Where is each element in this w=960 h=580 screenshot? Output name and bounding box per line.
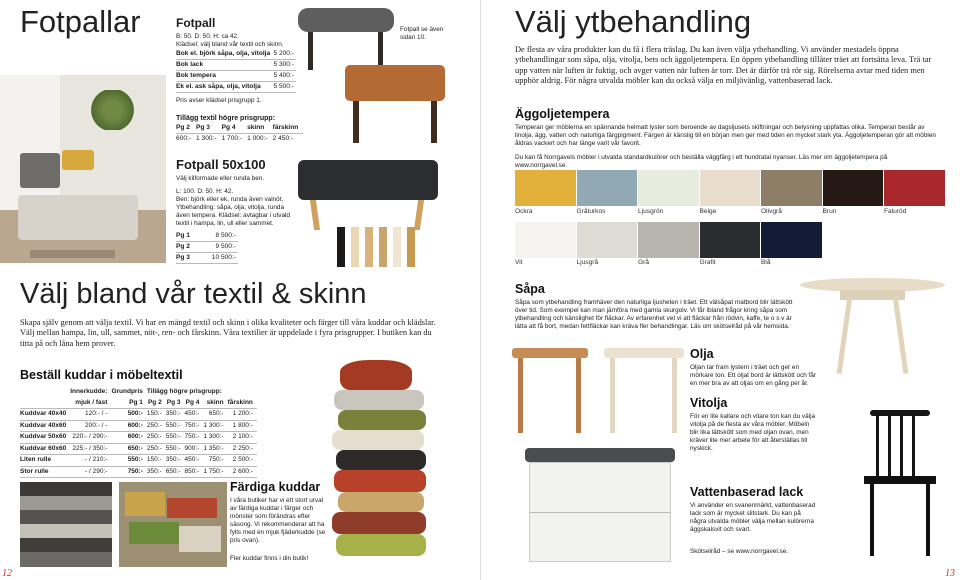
table-cell: 350:- <box>166 409 185 421</box>
col-header: Pg 4 <box>221 124 236 131</box>
col-header: skinn <box>206 398 224 406</box>
color-swatch-beige <box>700 170 761 206</box>
chair-spindle <box>888 416 891 476</box>
right-main-title: Välj ytbehandling <box>515 4 752 39</box>
table-cell: 1 350:- <box>203 443 227 455</box>
aggolje-heading: Äggoljetempera <box>515 107 610 121</box>
cushion-stack-photo <box>330 360 430 572</box>
table-cell: - / 210:- <box>70 455 111 467</box>
table-cell: 150:- <box>147 409 166 421</box>
color-swatch-grå <box>638 222 699 258</box>
table-cell: 2 250:- <box>228 443 257 455</box>
table-cell: 2 600:- <box>228 466 257 478</box>
table-cell: 450:- <box>185 409 204 421</box>
price-row <box>176 242 238 253</box>
vattenbaserad-footer: Skötselråd – se www.norrgavel.se. <box>690 548 789 555</box>
col-value: 600:- <box>176 135 192 142</box>
swatch-label: Grafit <box>699 259 716 266</box>
price-value: 10 500:- <box>199 253 238 264</box>
sheepskin-seat <box>298 8 394 32</box>
price-value: 5 300:- <box>273 60 296 71</box>
textile-fold <box>20 510 112 524</box>
color-swatch-ljusgrön <box>638 170 699 206</box>
vattenbaserad-block <box>690 485 818 556</box>
col-value: 1 000:- <box>247 135 268 142</box>
fotpall-note: Pris avser klädsel prisgrupp 1. <box>176 97 262 104</box>
textil-heading: Välj bland vår textil & skinn <box>20 278 367 310</box>
col-header: Pg 3 <box>166 398 181 406</box>
price-value: 8 500:- <box>199 231 238 242</box>
swatch-label: Beige <box>699 208 717 215</box>
table-row <box>20 420 257 432</box>
vitolja-block <box>690 396 818 453</box>
olja-body: Oljan tar fram lystern i träet och ger en mörkare ton. Ett oljat bord är lättskött och får en mer bra av att oljas om en gång per år. <box>690 364 817 387</box>
col-header: Pg 1 <box>129 398 143 406</box>
folded-textiles-photo <box>20 482 112 567</box>
table-cell: 550:- <box>166 432 185 444</box>
price-value: 5 500:- <box>273 82 296 93</box>
fotpall50-heading: Fotpall 50x100 <box>176 157 266 172</box>
col-value: 2 450:- <box>272 135 294 142</box>
leg-sample <box>379 227 387 267</box>
living-room-photo <box>0 75 166 263</box>
table-cell: 550:- <box>166 443 185 455</box>
col-header: Pg 2 <box>147 398 162 406</box>
price-value: 5 200:- <box>273 49 296 60</box>
price-label: Pg 2 <box>176 242 199 253</box>
oiled-stool-seat <box>512 348 588 358</box>
color-swatch-vit <box>515 222 576 258</box>
kuddar-table <box>20 387 257 478</box>
stool-leg <box>672 358 677 433</box>
fotpall-heading: Fotpall <box>176 16 216 30</box>
col-header: mjuk / fast <box>75 398 108 406</box>
swatch-label: Ljusgrön <box>638 208 664 215</box>
cushion <box>336 534 426 556</box>
fotpall50-desc: Ben: björk eller ek, runda även valnöt. Ytbehandling: såpa, olja, vitolja, runda även tempera. Klädsel: avtagbar i utvald textil i hampa, lin, ull eller sammet. <box>176 196 291 227</box>
fotpall50-price-table <box>176 231 238 264</box>
textile-fold <box>20 482 112 496</box>
price-value: 9 500:- <box>199 242 238 253</box>
chair-leg <box>870 484 874 556</box>
table-cell: 350:- <box>166 455 185 467</box>
color-swatch-ljusgrå <box>577 222 638 258</box>
leg-sample <box>393 227 401 267</box>
table-cell: 600:- <box>111 432 146 444</box>
fabric-green <box>129 522 179 544</box>
swatch-label: Ljusgrå <box>576 259 599 266</box>
right-intro: De flesta av våra produkter kan du få i flera träslag. Du kan även välja ytbehandling. Vi använder mestadels öppna ytbehandlingar som såpa, olja, vitolja, bets och äggoljetempera. En öppen ytbehandling tillåter träet att fortsätta leva. Trä tar upp vatten när luften är fuktig, och avger vatten när luften är torr. Det är därför trä rör sig. Rörelserna avtar med tiden men upphör aldrig. För några utvalda möbler kan du också välja en miljövänlig, vattenbaserad lack. <box>515 45 932 86</box>
fabric-red <box>167 498 217 518</box>
table-cell: 750:- <box>185 420 204 432</box>
col-header: Pg 3 <box>196 124 210 131</box>
swatch-label: Brun <box>822 208 837 215</box>
cushion <box>338 410 426 430</box>
plant-leaves <box>90 90 135 130</box>
table-row <box>20 443 257 455</box>
fardiga-body: I våra butiker har vi ett stort urval av färdiga kuddar i färger och mönster som förändras efter säsong. Vi rekommenderar att ha fylls med en mjuk fjäderkudde (se pris ovan). <box>230 497 326 544</box>
table-cell: 550:- <box>111 455 146 467</box>
leg-samples-photo <box>337 227 417 269</box>
table-cell: 750:- <box>203 455 227 467</box>
fardiga-footer: Fler kuddar finns i din butik! <box>230 555 309 562</box>
fotpall-see-also: Fotpall se även sidan 10. <box>400 26 444 41</box>
white-stool-seat <box>604 348 684 358</box>
tillagg-heading: Tillägg textil högre prisgrupp: <box>176 115 276 122</box>
color-swatch-blå <box>761 222 822 258</box>
table-cell: Kuddvar 40x40 <box>20 409 70 421</box>
table-row <box>20 432 257 444</box>
chair-leg <box>926 484 930 556</box>
table-cell: 2 500:- <box>228 455 257 467</box>
textil-body: Skapa själv genom att välja textil. Vi har en mängd textil och skinn i olika kvaliteter och färger till våra kuddar och klädslar. Välj mellan hampa, lin, ull, sammet, nöt-, ren- och fårskinn. Våra textilier är uppdelade i fyra prisgrupper. I butiken kan du titta på och låna hem prover. <box>20 318 436 348</box>
stool-leg <box>308 32 313 70</box>
color-swatch-brun <box>823 170 884 206</box>
table-row <box>20 409 257 421</box>
page-gutter <box>480 0 481 580</box>
leather-stool-photo <box>345 65 450 145</box>
table-cell: 250:- <box>147 443 166 455</box>
tillagg-value-row <box>176 134 303 145</box>
table-cell: 200:- / - <box>70 420 111 432</box>
fardiga-block <box>230 480 328 563</box>
olja-heading: Olja <box>690 347 714 361</box>
fardiga-heading: Färdiga kuddar <box>230 480 321 494</box>
cushion <box>332 430 424 450</box>
price-label: Bok el. björk såpa, olja, vitolja <box>176 49 273 60</box>
cushion <box>340 360 412 390</box>
table-cell: 220:- / 290:- <box>70 432 111 444</box>
table-row <box>20 455 257 467</box>
leg-sample <box>407 227 415 267</box>
table-cell: 450:- <box>185 455 204 467</box>
fotpall50-block <box>176 157 291 264</box>
color-swatch-olivgrå <box>761 170 822 206</box>
col-header <box>20 398 70 409</box>
sofa-shape <box>18 195 138 240</box>
stools-photo <box>512 348 687 433</box>
aggolje-note: Du kan få Norrgavels möbler i utvalda standardkulörer och beställa väggfärg i ett hundratal nyanser. Läs mer om äggoljetempera på www.norrgavel.se. <box>515 154 888 169</box>
table-row <box>20 466 257 478</box>
swatch-label: Grå <box>638 259 649 266</box>
tillagg-block <box>176 114 311 144</box>
price-label: Bok tempera <box>176 71 273 82</box>
drawer-divider <box>529 512 671 513</box>
table-cell: 250:- <box>147 420 166 432</box>
vitolja-heading: Vitolja <box>690 396 728 410</box>
table-cell: 650:- <box>166 466 185 478</box>
swatch-label: Olivgrå <box>761 208 782 215</box>
cushion <box>334 470 426 492</box>
table-cell: 650:- <box>111 443 146 455</box>
stool-leg <box>353 101 359 143</box>
price-row <box>176 253 238 264</box>
table-leg <box>893 296 909 374</box>
black-chair-photo <box>860 410 940 560</box>
table-cell: Kuddvar 40x60 <box>20 420 70 432</box>
grey-cushion <box>20 153 60 188</box>
swatch-label: Ockra <box>515 208 533 215</box>
round-table-photo <box>800 278 945 376</box>
col-header: Innerkudde: <box>70 388 108 395</box>
sapa-body: Såpa som ytbehandling framhäver den naturliga ljusheten i träet. Ett välsåpat matbord blir lättskött över tid. Som exempel kan man jämföra med gamla skurgolv. Vi får ibland frågor kring såpa som ytbehandling och känslighet för fläckar. Av erfarenhet vet vi att fläckar från rödvin, kaffe, te o s v är lätta att få bort, medan fettfläckar kan kräva fler behandlingar. Läs om skötselråd på vår hemsida. <box>515 299 793 330</box>
price-row <box>176 231 238 242</box>
stool-leg <box>518 358 523 433</box>
swatch-label: Vit <box>515 259 523 266</box>
col-value: 1 700:- <box>221 135 243 142</box>
price-row <box>176 82 296 93</box>
table-cell: 2 100:- <box>228 432 257 444</box>
col-header: Tillägg högre prisgrupp: <box>146 388 222 395</box>
table-cell: 120:- / - <box>70 409 111 421</box>
long-seat <box>298 160 438 200</box>
chair-spindle <box>900 416 903 476</box>
fotpall-price-table <box>176 49 296 93</box>
kuddar-heading: Beställ kuddar i möbeltextil <box>20 368 183 382</box>
table-cell: 225:- / 350:- <box>70 443 111 455</box>
table-cell: Kuddvar 50x60 <box>20 432 70 444</box>
chair-seat <box>864 476 936 484</box>
table-cell: 1 200:- <box>228 409 257 421</box>
table-cell: 150:- <box>147 455 166 467</box>
col-header: färskinn <box>272 124 299 131</box>
swatch-label: Blå <box>761 259 771 266</box>
col-header: Pg 4 <box>185 398 200 406</box>
textile-fold <box>20 538 112 552</box>
stool-leg <box>431 101 437 143</box>
table-cell: 750:- <box>111 466 146 478</box>
fabric-cream <box>179 526 221 552</box>
stool-leg <box>576 358 581 433</box>
left-main-title: Fotpallar <box>20 4 141 39</box>
rug <box>30 250 115 258</box>
table-cell: 850:- <box>185 466 204 478</box>
table-cell: 1 800:- <box>228 420 257 432</box>
col-header: skinn <box>247 124 265 131</box>
table-cell: 600:- <box>111 420 146 432</box>
swatch-label: Gråturkos <box>576 208 606 215</box>
col-value: 1 300:- <box>196 135 217 142</box>
table-leg <box>837 296 853 374</box>
kuddar-header-row <box>20 398 257 409</box>
col-header: Grundpris <box>111 388 143 395</box>
color-swatch-grafit <box>700 222 761 258</box>
table-cell: 650:- <box>203 409 227 421</box>
chair-spindle <box>876 416 879 476</box>
vattenbaserad-body: Vi använder en svanenmärkt, vattenbaserad lack som är mycket slitstark. Du kan på några utvalda möbler välja mellan kulörerna äggskalsvit och svart. <box>690 502 816 533</box>
textile-fold <box>20 524 112 538</box>
price-label: Bok lack <box>176 60 273 71</box>
swatch-label: Faluröd <box>884 208 907 215</box>
white-bench-photo <box>525 448 675 568</box>
table-cell: 550:- <box>166 420 185 432</box>
kuddar-header-row <box>20 387 257 398</box>
fotpall-kladsel: Klädsel: välj bland vår textil och skinn. <box>176 41 284 48</box>
table-cell: 250:- <box>147 432 166 444</box>
aggolje-body: Temperan ger möblerna en spännande helmatt lyster som beroende av dagsljusets skiftningar och belysning uppfattas olika. Temperan består av linolja, ägg, vatten och naturliga färgpigment. Färgen är känslig till en början men ger med tiden en mycket stark yta. Äggoljetemperan gör att möblen åldras vackert och har länge varit vår favorit. <box>515 124 936 147</box>
table-cell: 1 300:- <box>203 420 227 432</box>
table-cell: 1 300:- <box>203 432 227 444</box>
vitolja-body: För en lite kallare och vitare ton kan du välja vitolja på de flesta av våra möbler. Möbeln blir lika lättskött som med oljan ovan, men kräver lite mer arbete för att återställas till nyskick. <box>690 413 816 452</box>
table-cell: Liten rulle <box>20 455 70 467</box>
table-cell: 500:- <box>111 409 146 421</box>
col-header <box>20 387 70 398</box>
price-row <box>176 60 296 71</box>
right-page-number: 13 <box>945 568 955 579</box>
table-cell: - / 290:- <box>70 466 111 478</box>
table-cell: 1 750:- <box>203 466 227 478</box>
stool-leg <box>310 200 320 230</box>
color-swatch-gråturkos <box>577 170 638 206</box>
left-page-number: 12 <box>2 568 12 579</box>
chair-spindle <box>912 416 915 476</box>
cushion <box>332 512 426 534</box>
table-cell: Stor rulle <box>20 466 70 478</box>
color-swatch-ockra <box>515 170 576 206</box>
table-cell: 750:- <box>185 432 204 444</box>
stool-leg <box>610 358 615 433</box>
cushion <box>338 492 424 512</box>
col-header: Pg 2 <box>176 124 190 131</box>
cushion <box>336 450 426 470</box>
textile-fold <box>20 496 112 510</box>
sapa-heading: Såpa <box>515 282 545 296</box>
leather-seat <box>345 65 445 101</box>
olja-block <box>690 347 818 388</box>
color-swatch-faluröd <box>884 170 945 206</box>
tillagg-header-row <box>176 123 303 134</box>
table-cell: Kuddvar 60x60 <box>20 443 70 455</box>
price-value: 5 400:- <box>273 71 296 82</box>
colored-fabrics-photo <box>119 482 227 567</box>
table-cell: 350:- <box>147 466 166 478</box>
fotpall-specs: B: 50. D: 50. H: ca 42. <box>176 33 239 40</box>
sheepskin-stool-photo <box>298 8 394 70</box>
col-header: fårskinn <box>227 398 253 406</box>
table-cell: 900:- <box>185 443 204 455</box>
leg-sample <box>365 227 373 267</box>
fotpall-block <box>176 16 296 105</box>
yellow-cushion <box>62 150 94 170</box>
price-label: Ek el. ask såpa, olja, vitolja <box>176 82 273 93</box>
stool-leg <box>414 200 424 230</box>
aggolje-block <box>515 107 940 170</box>
leg-sample <box>351 227 359 267</box>
price-label: Pg 1 <box>176 231 199 242</box>
price-label: Pg 3 <box>176 253 199 264</box>
price-row <box>176 49 296 60</box>
sapa-block <box>515 282 805 331</box>
leg-sample <box>337 227 345 267</box>
fotpall50-specs: L: 100. D: 50. H: 42. <box>176 188 234 195</box>
cushion <box>334 390 424 410</box>
vattenbaserad-heading: Vattenbaserad lack <box>690 485 804 499</box>
bench-cushion <box>525 448 675 462</box>
tillagg-table <box>176 123 303 144</box>
fotpall50-sub: Välj kilformade eller runda ben. <box>176 175 265 182</box>
fabric-yellow <box>125 492 165 516</box>
price-row <box>176 71 296 82</box>
